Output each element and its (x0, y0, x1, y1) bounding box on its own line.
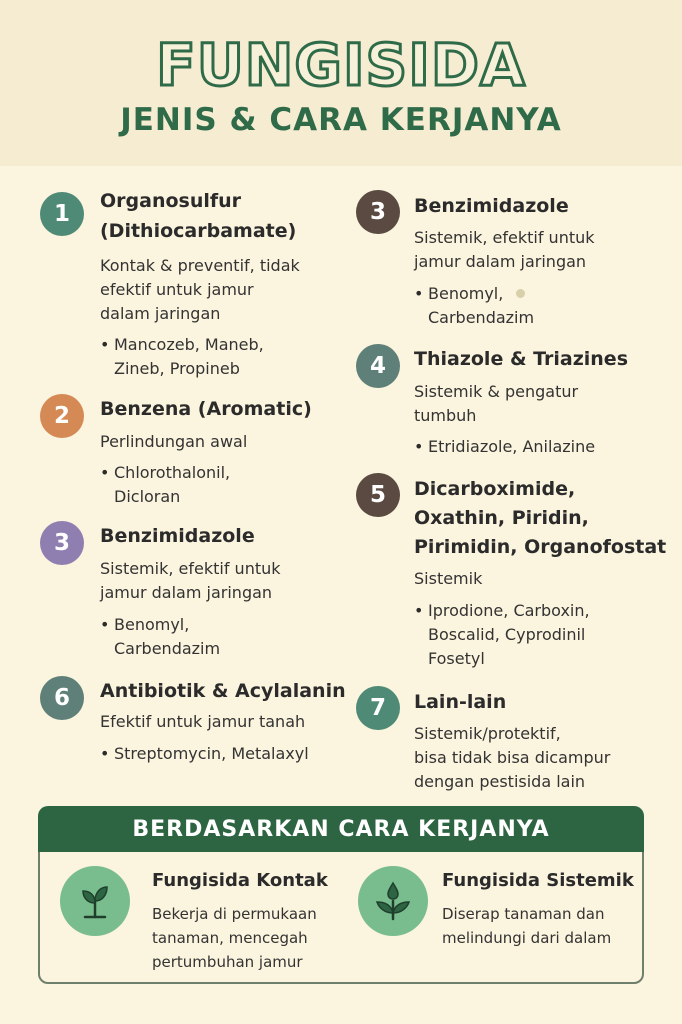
bullet: • (100, 463, 110, 482)
bullet: • (100, 615, 110, 634)
bullet: • (100, 335, 110, 354)
item-examples: Boscalid, Cyprodinil (428, 625, 586, 644)
number-badge-7: 7 (356, 686, 400, 730)
item-description: dengan pestisida lain (414, 772, 586, 791)
item-description: Sistemik (414, 569, 483, 588)
item-description: jamur dalam jaringan (414, 252, 587, 271)
item-examples: Dicloran (114, 487, 181, 506)
type-description: Bekerja di permukaan (152, 905, 317, 923)
item-description: Kontak & preventif, tidak (100, 256, 300, 275)
item-examples: Fosetyl (428, 649, 485, 668)
plant-drop-icon (358, 866, 428, 936)
number-badge-6: 6 (40, 676, 84, 720)
page-title: FUNGISIDA (156, 31, 526, 99)
number-badge-2: 2 (40, 394, 84, 438)
bullet: • (100, 744, 110, 763)
sprout-icon (60, 866, 130, 936)
number-badge-3: 3 (356, 190, 400, 234)
item-examples: Iprodione, Carboxin, (428, 601, 590, 620)
item-description: dalam jaringan (100, 304, 221, 323)
type-title: Fungisida Kontak (152, 870, 328, 891)
item-description: Perlindungan awal (100, 432, 248, 451)
bullet: • (414, 437, 424, 456)
item-description: Sistemik & pengatur (414, 382, 579, 401)
item-title: Benzena (Aromatic) (100, 398, 312, 420)
item-title: Benzimidazole (100, 525, 255, 547)
number-badge-1: 1 (40, 192, 84, 236)
type-description: melindungi dari dalam (442, 929, 612, 947)
number-badge-5: 5 (356, 473, 400, 517)
item-examples: Etridiazole, Anilazine (428, 437, 596, 456)
item-title: Lain-lain (414, 691, 507, 713)
bullet: • (414, 284, 424, 303)
number-badge-4: 4 (356, 344, 400, 388)
item-description: efektif untuk jamur (100, 280, 254, 299)
item-title: Organosulfur (100, 190, 242, 212)
item-examples: Carbendazim (428, 308, 535, 327)
item-examples: Streptomycin, Metalaxyl (114, 744, 309, 763)
item-title: (Dithiocarbamate) (100, 220, 297, 242)
item-description: jamur dalam jaringan (100, 583, 273, 602)
section-heading: BERDASARKAN CARA KERJANYA (38, 806, 644, 852)
item-examples: Benomyl, (428, 284, 504, 303)
item-description: Sistemik/protektif, (414, 724, 561, 743)
type-description: pertumbuhan jamur (152, 953, 303, 971)
item-examples: Benomyl, (114, 615, 190, 634)
page-subtitle: JENIS & CARA KERJANYA (120, 102, 562, 138)
item-title: Pirimidin, Organofostat (414, 536, 667, 558)
type-description: tanaman, mencegah (152, 929, 308, 947)
item-examples: Carbendazim (114, 639, 221, 658)
item-description: tumbuh (414, 406, 477, 425)
number-badge-3: 3 (40, 521, 84, 565)
item-title: Oxathin, Piridin, (414, 507, 589, 529)
bullet: • (414, 601, 424, 620)
item-description: Sistemik, efektif untuk (100, 559, 281, 578)
item-title: Benzimidazole (414, 195, 569, 217)
item-examples: Chlorothalonil, (114, 463, 231, 482)
item-description: Efektif untuk jamur tanah (100, 712, 306, 731)
item-examples: Mancozeb, Maneb, (114, 335, 264, 354)
item-examples: Zineb, Propineb (114, 359, 240, 378)
type-description: Diserap tanaman dan (442, 905, 605, 923)
item-description: Sistemik, efektif untuk (414, 228, 595, 247)
item-title: Thiazole & Triazines (414, 348, 629, 370)
decorative-dot (516, 289, 525, 298)
item-title: Antibiotik & Acylalanin (100, 680, 346, 702)
item-title: Dicarboximide, (414, 478, 576, 500)
item-description: bisa tidak bisa dicampur (414, 748, 611, 767)
type-title: Fungisida Sistemik (442, 870, 634, 891)
